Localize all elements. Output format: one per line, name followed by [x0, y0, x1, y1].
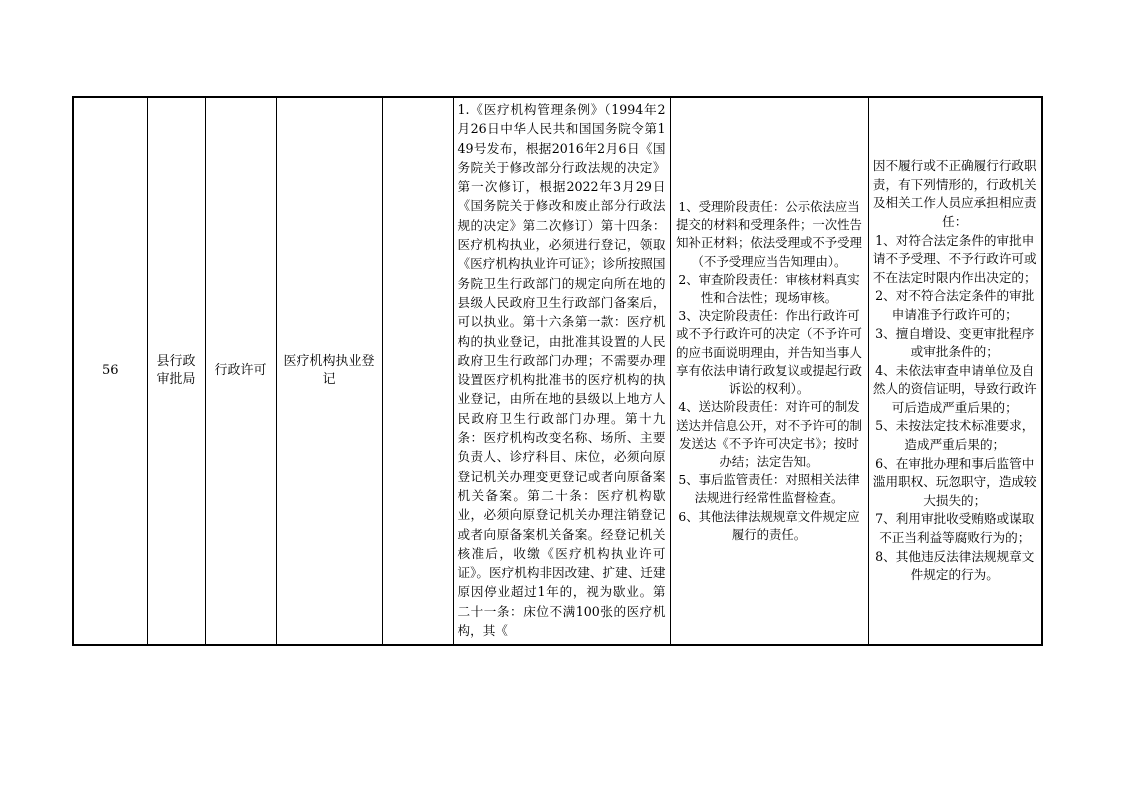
liability-item: 8、其他违反法律法规规章文件规定的行为。	[875, 548, 1035, 583]
responsibility-item: 2、审查阶段责任：审核材料真实性和合法性；现场审核。	[678, 271, 860, 306]
liability-item: 1、对符合法定条件的审批申请不予受理、不予行政许可或不在法定时限内作出决定的；	[872, 232, 1037, 285]
liability-item: 4、未依法审查申请单位及自然人的资信证明，导致行政许可后造成严重后果的；	[872, 362, 1037, 415]
responsibility-item: 3、决定阶段责任：作出行政许可或不予行政许可的决定（不予许可的应书面说明理由，并告知当事人享有依法申请行政复议或提起行政诉讼的权利）。	[676, 308, 862, 397]
row-number: 56	[101, 363, 119, 378]
liability-item: 因不履行或不正确履行行政职责，有下列情形的，行政机关及相关工作人员应承担相应责任：	[872, 158, 1037, 229]
item-name: 医疗机构执业登记	[283, 354, 375, 387]
responsibility-list-table	[72, 96, 1043, 646]
responsibility-item: 5、事后监管责任：对照相关法律法规进行经常性监督检查。	[678, 472, 860, 506]
liabilities-list	[869, 157, 1042, 585]
item-name-cell	[276, 97, 382, 645]
responsibility-item: 4、送达阶段责任：对许可的制发送达并信息公开，对不予许可的制发送达《不予许可决定书》；按时办结；法定告知。	[676, 399, 862, 469]
legal-basis-text: 1.《医疗机构管理条例》（1994年2月26日中华人民共和国国务院令第149号发布，根据2016年2月6日《国务院关于修改部分行政法规的决定》第一次修订，根据2022年3月29日《国务院关于修改和废止部分行政法规的决定》第二次修订）第十四条：医疗机构执业，必须进行登记，领取《医疗机构执业许可证》；诊所按照国务院卫生行政部门的规定向所在地的县级人民政府卫生行政部门备案后，可以执业。第十六条第一款：医疗机构的执业登记，由批准其设置的人民政府卫生行政部门办理；不需要办理设置医疗机构批准书的医疗机构的执业登记，由所在地的县级以上地方人民政府卫生行政部门办理。第十九条：医疗机构改变名称、场所、主要负责人、诊疗科目、床位，必须向原登记机关办理变更登记或者向原备案机关备案。第二十条：医疗机构歇业，必须向原登记机关办理注销登记或者向原备案机关备案。经登记机关核准后，收缴《医疗机构执业许可证》。医疗机构非因改建、扩建、迁建原因停业超过1年的，视为歇业。第二十一条：床位不满100张的医疗机构，其《	[457, 102, 666, 639]
liability-item: 7、利用审批收受贿赂或谋取不正当利益等腐败行为的；	[875, 511, 1035, 546]
liabilities-cell	[868, 97, 1042, 645]
row-number-cell	[73, 97, 147, 645]
table-row	[73, 97, 1042, 645]
liability-item: 2、对不符合法定条件的审批申请准予行政许可的；	[875, 288, 1035, 322]
department: 县行政审批局	[156, 354, 196, 387]
category-cell	[205, 97, 276, 645]
responsibility-item: 6、其他法律法规规章文件规定应履行的责任。	[678, 508, 860, 542]
liability-item: 5、未按法定技术标准要求，造成严重后果的；	[875, 418, 1035, 453]
department-cell	[147, 97, 205, 645]
category: 行政许可	[214, 363, 267, 378]
sub-item-cell	[382, 97, 453, 645]
responsibility-item: 1、受理阶段责任：公示依法应当提交的材料和受理条件；一次性告知补正材料；依法受理或不予受理（不予受理应当告知理由）。	[676, 199, 862, 269]
legal-basis-cell	[453, 97, 670, 645]
responsibilities-cell	[670, 97, 868, 645]
liability-item: 6、在审批办理和事后监管中滥用职权、玩忽职守，造成较大损失的；	[872, 455, 1037, 508]
liability-item: 3、擅自增设、变更审批程序或审批条件的；	[875, 325, 1035, 360]
responsibilities-list	[671, 198, 868, 544]
